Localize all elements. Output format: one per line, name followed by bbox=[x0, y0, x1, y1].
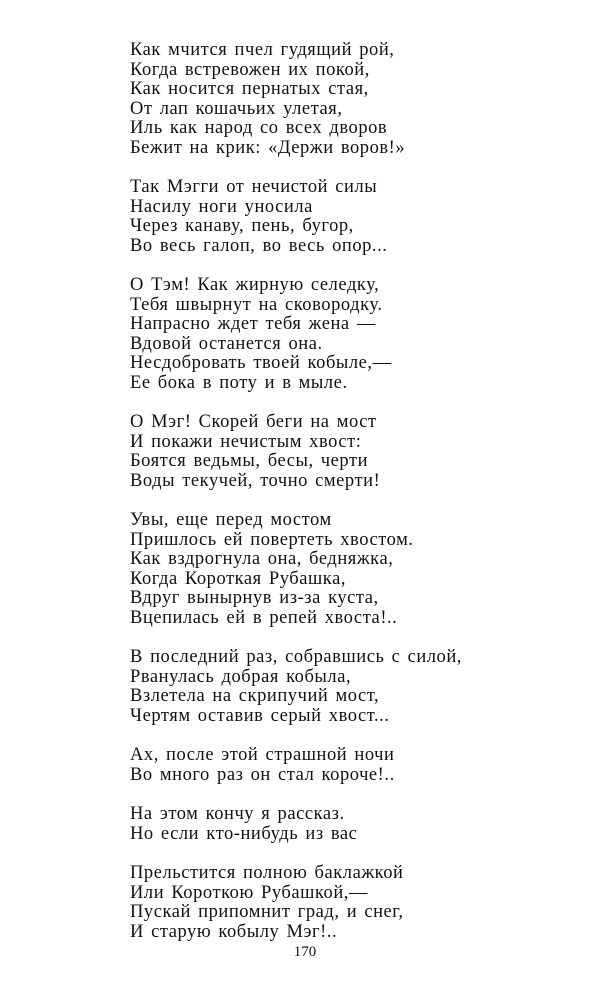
poem-line: Вцепилась ей в репей хвоста!.. bbox=[130, 607, 398, 628]
poem-line: О Тэм! Как жирную селедку, bbox=[130, 275, 380, 295]
stanza-6 bbox=[130, 648, 462, 726]
stanza-5 bbox=[130, 511, 462, 628]
stanza-4 bbox=[130, 413, 462, 491]
poem-line: Во весь галоп, во весь опор... bbox=[130, 235, 388, 256]
poem-line: Чертям оставив серый хвост... bbox=[130, 705, 390, 726]
poem-line: Но если кто-нибудь из вас bbox=[130, 823, 358, 844]
poem-line: Бежит на крик: «Держи воров!» bbox=[130, 137, 406, 158]
poem-line: Или Короткою Рубашкой,— bbox=[130, 882, 369, 903]
poem-line: Рванулась добрая кобыла, bbox=[130, 666, 352, 687]
poem-line: Вдовой останется она. bbox=[130, 333, 323, 354]
stanza-1 bbox=[130, 41, 462, 158]
poem-line: Увы, еще перед мостом bbox=[130, 510, 332, 530]
poem-line: Взлетела на скрипучий мост, bbox=[130, 686, 380, 706]
poem-line: О Мэг! Скорей беги на мост bbox=[130, 412, 377, 432]
poem-line: Так Мэгги от нечистой силы bbox=[130, 177, 378, 197]
page-number: 170 bbox=[293, 944, 317, 960]
poem-line: Пускай припомнит град, и снег, bbox=[130, 902, 404, 922]
poem-line: От лап кошачьих улетая, bbox=[130, 98, 343, 119]
poem-text bbox=[130, 41, 462, 962]
poem-line: Во много раз он стал короче!.. bbox=[130, 764, 395, 785]
poem-line: Ее бока в поту и в мыле. bbox=[130, 372, 348, 393]
poem-line: Воды текучей, точно смерти! bbox=[130, 470, 381, 491]
poem-line: Боятся ведьмы, бесы, черти bbox=[130, 451, 369, 471]
poem-line: И старую кобылу Мэг!.. bbox=[130, 921, 338, 942]
poem-line: Пришлось ей повертеть хвостом. bbox=[130, 529, 414, 550]
stanza-8 bbox=[130, 805, 462, 844]
poem-line: Тебя швырнут на сковородку. bbox=[130, 294, 383, 315]
poem-line: В последний раз, собравшись с силой, bbox=[130, 647, 462, 667]
poem-line: Когда Короткая Рубашка, bbox=[130, 568, 347, 589]
poem-line: Вдруг вынырнув из-за куста, bbox=[130, 588, 379, 608]
poem-line: И покажи нечистым хвост: bbox=[130, 431, 362, 452]
poem-line: Как мчится пчел гудящий рой, bbox=[130, 40, 395, 60]
poem-line: Прельстится полною баклажкой bbox=[130, 863, 404, 883]
stanza-7 bbox=[130, 746, 462, 785]
poem-line: Насилу ноги уносила bbox=[130, 196, 313, 217]
stanza-2 bbox=[130, 178, 462, 256]
poem-line: Как вздрогнула она, бедняжка, bbox=[130, 549, 394, 569]
poem-line: Несдобровать твоей кобыле,— bbox=[130, 353, 392, 373]
poem-line: Как носится пернатых стая, bbox=[130, 79, 369, 99]
poem-line: Напрасно ждет тебя жена — bbox=[130, 314, 376, 334]
poem-line: Через канаву, пень, бугор, bbox=[130, 216, 354, 236]
stanza-9 bbox=[130, 864, 462, 942]
stanza-3 bbox=[130, 276, 462, 393]
poem-line: Иль как народ со всех дворов bbox=[130, 118, 388, 138]
poem-line: На этом кончу я рассказ. bbox=[130, 804, 345, 824]
poem-line: Когда встревожен их покой, bbox=[130, 59, 370, 80]
poem-line: Ах, после этой страшной ночи bbox=[130, 745, 395, 765]
